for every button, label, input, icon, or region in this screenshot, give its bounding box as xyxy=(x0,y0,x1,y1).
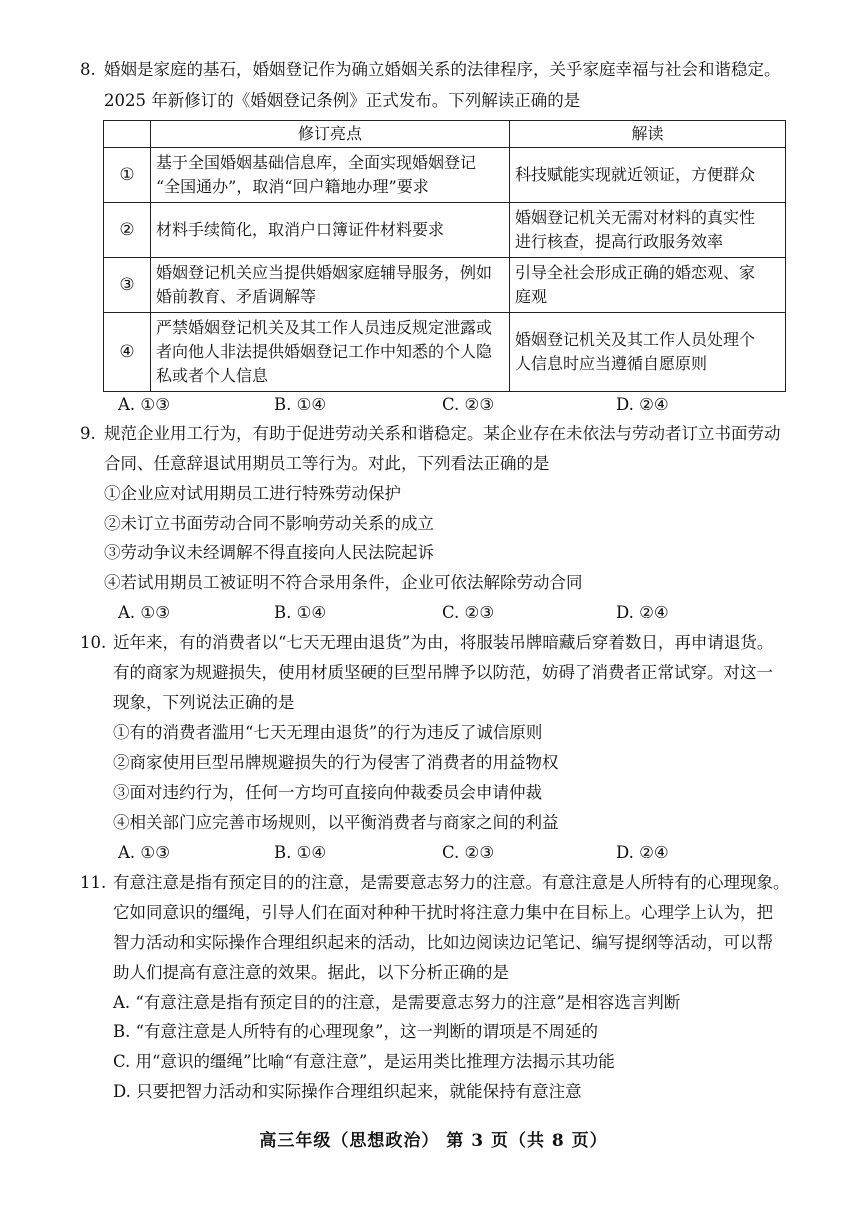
question-8-stem-line2: 2025 年新修订的《婚姻登记条例》正式发布。下列解读正确的是 xyxy=(104,91,581,110)
table-header-row xyxy=(104,121,786,148)
cell-line: 科技赋能实现就近领证，方便群众 xyxy=(515,165,756,184)
option-c[interactable]: C. ②③ xyxy=(442,395,495,414)
page-footer: 高三年级（思想政治） 第 3 页（共 8 页） xyxy=(259,1131,608,1151)
cell-line: 材料手续简化，取消户口簿证件材料要求 xyxy=(156,220,445,239)
cell-line: 进行核查，提高行政服务效率 xyxy=(515,232,724,251)
row-highlight xyxy=(151,148,510,203)
cell-line: 人信息时应当遵循自愿原则 xyxy=(515,354,708,373)
table-header-highlight: 修订亮点 xyxy=(151,121,510,148)
row-reading xyxy=(510,313,786,392)
question-11-stem-line2: 它如同意识的缰绳，引导人们在面对种种干扰时将注意力集中在目标上。心理学上认为，把 xyxy=(113,903,773,922)
question-9-number: 9. xyxy=(80,424,96,443)
question-8-number: 8. xyxy=(80,60,96,79)
question-9-item: ③劳动争议未经调解不得直接向人民法院起诉 xyxy=(104,543,434,562)
question-9-item: ①企业应对试用期员工进行特殊劳动保护 xyxy=(104,484,401,503)
option-a[interactable]: A. ①③ xyxy=(118,603,170,622)
row-reading xyxy=(510,148,786,203)
row-highlight xyxy=(151,313,510,392)
question-10-item: ④相关部门应完善市场规则，以平衡消费者与商家之间的利益 xyxy=(113,813,559,832)
option-b[interactable]: B. ①④ xyxy=(274,395,327,414)
question-10-stem-line2: 有的商家为规避损失，使用材质坚硬的巨型吊牌予以防范，妨碍了消费者正常试穿。对这一 xyxy=(113,663,773,682)
cell-line: 婚姻登记机关及其工作人员处理个 xyxy=(515,330,756,349)
question-9-options xyxy=(118,601,818,625)
option-d[interactable]: D. ②④ xyxy=(616,843,669,862)
question-9-item: ②未订立书面劳动合同不影响劳动关系的成立 xyxy=(104,514,434,533)
cell-line: 严禁婚姻登记机关及其工作人员违反规定泄露或 xyxy=(156,318,493,337)
option-d[interactable]: D. ②④ xyxy=(616,603,669,622)
question-11-number: 11. xyxy=(80,873,107,892)
table-row xyxy=(104,313,786,392)
row-reading xyxy=(510,203,786,258)
row-number: ② xyxy=(104,203,151,258)
question-11-choice-c[interactable]: C. 用“意识的缰绳”比喻“有意注意”，是运用类比推理方法揭示其功能 xyxy=(113,1052,615,1071)
question-9-stem-line2: 合同、任意辞退试用期员工等行为。对此，下列看法正确的是 xyxy=(104,454,550,473)
question-10-item: ③面对违约行为，任何一方均可直接向仲裁委员会申请仲裁 xyxy=(113,783,542,802)
row-highlight xyxy=(151,258,510,313)
cell-line: 婚前教育、矛盾调解等 xyxy=(156,287,317,306)
table-row xyxy=(104,203,786,258)
option-c[interactable]: C. ②③ xyxy=(442,843,495,862)
row-reading xyxy=(510,258,786,313)
question-11-choice-d[interactable]: D. 只要把智力活动和实际操作合理组织起来，就能保持有意注意 xyxy=(113,1082,582,1101)
cell-line: 婚姻登记机关应当提供婚姻家庭辅导服务，例如 xyxy=(156,263,493,282)
table-header-blank xyxy=(104,121,151,148)
cell-line: “全国通办”，取消“回户籍地办理”要求 xyxy=(156,177,429,196)
question-9-stem-line1: 规范企业用工行为，有助于促进劳动关系和谐稳定。某企业存在未依法与劳动者订立书面劳动 xyxy=(104,424,781,443)
question-11-stem-line1: 有意注意是指有预定目的的注意，是需要意志努力的注意。有意注意是人所特有的心理现象。 xyxy=(113,873,790,892)
cell-line: 婚姻登记机关无需对材料的真实性 xyxy=(515,208,756,227)
question-10-stem-line3: 现象，下列说法正确的是 xyxy=(113,693,295,712)
question-10-options xyxy=(118,841,818,865)
cell-line: 庭观 xyxy=(515,287,548,306)
row-number: ④ xyxy=(104,313,151,392)
option-c[interactable]: C. ②③ xyxy=(442,603,495,622)
row-number: ③ xyxy=(104,258,151,313)
cell-line: 私或者个人信息 xyxy=(156,366,269,385)
question-10-stem-line1: 近年来，有的消费者以“七天无理由退货”为由，将服装吊牌暗藏后穿着数日，再申请退货。 xyxy=(113,633,774,652)
question-9-item: ④若试用期员工被证明不符合录用条件，企业可依法解除劳动合同 xyxy=(104,573,583,592)
question-11-choice-b[interactable]: B. “有意注意是人所特有的心理现象”，这一判断的谓项是不周延的 xyxy=(113,1022,598,1041)
question-11-stem-line3: 智力活动和实际操作合理组织起来的活动，比如边阅读边记笔记、编写提纲等活动，可以帮 xyxy=(113,933,773,952)
cell-line: 者向他人非法提供婚姻登记工作中知悉的个人隐 xyxy=(156,342,493,361)
row-highlight xyxy=(151,203,510,258)
table-row xyxy=(104,258,786,313)
option-d[interactable]: D. ②④ xyxy=(616,395,669,414)
question-10-number: 10. xyxy=(80,633,107,652)
table-row xyxy=(104,148,786,203)
option-b[interactable]: B. ①④ xyxy=(274,843,327,862)
option-b[interactable]: B. ①④ xyxy=(274,603,327,622)
option-a[interactable]: A. ①③ xyxy=(118,395,170,414)
cell-line: 基于全国婚姻基础信息库，全面实现婚姻登记 xyxy=(156,153,477,172)
question-8-stem-line1: 婚姻是家庭的基石，婚姻登记作为确立婚姻关系的法律程序，关乎家庭幸福与社会和谐稳定。 xyxy=(104,60,781,79)
question-10-item: ②商家使用巨型吊牌规避损失的行为侵害了消费者的用益物权 xyxy=(113,753,559,772)
revision-table xyxy=(103,120,786,392)
cell-line: 引导全社会形成正确的婚恋观、家 xyxy=(515,263,756,282)
question-8-options xyxy=(118,393,818,417)
question-10-item: ①有的消费者滥用“七天无理由退货”的行为违反了诚信原则 xyxy=(113,723,543,742)
table-header-reading: 解读 xyxy=(510,121,786,148)
question-11-stem-line4: 助人们提高有意注意的效果。据此，以下分析正确的是 xyxy=(113,963,509,982)
option-a[interactable]: A. ①③ xyxy=(118,843,170,862)
row-number: ① xyxy=(104,148,151,203)
question-11-choice-a[interactable]: A. “有意注意是指有预定目的的注意，是需要意志努力的注意”是相容选言判断 xyxy=(113,993,681,1012)
